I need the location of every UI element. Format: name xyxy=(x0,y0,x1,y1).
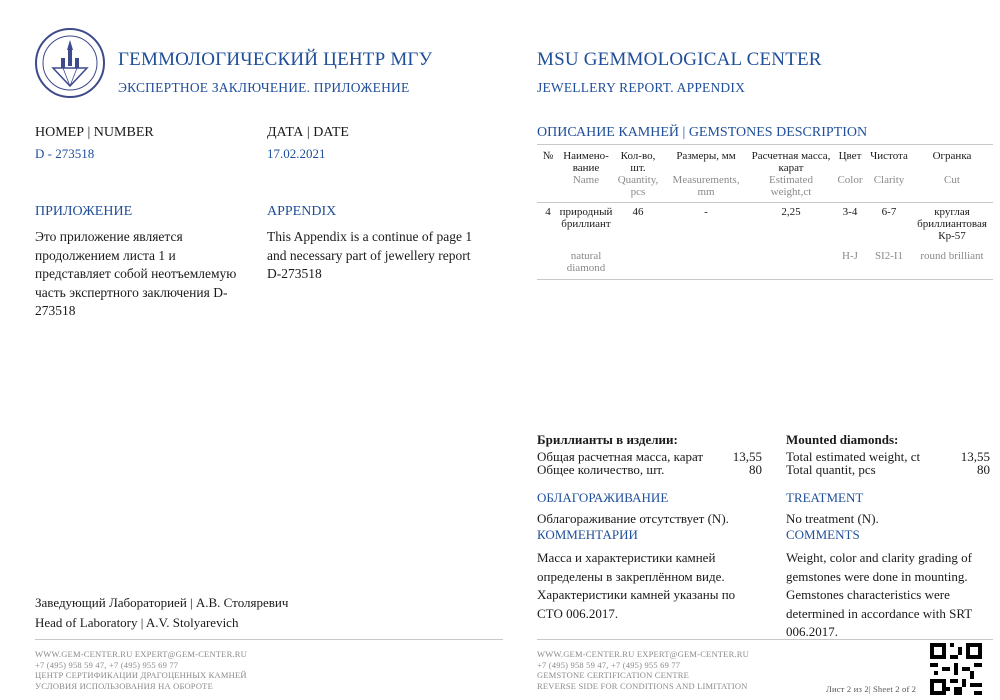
cell-en-weight xyxy=(749,242,833,274)
col-en-cut: Cut xyxy=(944,174,960,186)
comments-en-text: Weight, color and clarity grading of gemstones were done in mounting. Gemstones characteristics were determined in accordance with SRT 006.2017. xyxy=(786,550,972,639)
gemstones-header-row-ru xyxy=(537,150,993,174)
footer-divider-left xyxy=(35,639,503,640)
footer-divider-right xyxy=(537,639,993,640)
treatment-en-text: No treatment (N). xyxy=(786,511,879,526)
col-en-weight: Estimated weight,ct xyxy=(769,174,813,198)
summary-ru-qty-label: Общее количество, шт. xyxy=(537,462,665,477)
col-en-size: Measurements, mm xyxy=(672,174,740,198)
number-label: НОМЕР | NUMBER xyxy=(35,125,154,140)
footer-right-web: WWW.GEM-CENTER.RU EXPERT@GEM-CENTER.RU xyxy=(537,649,749,659)
msu-logo-icon xyxy=(35,28,105,98)
appendix-ru-text: Это приложение является продолжением листа 1 и представляет собой неотъемлемую часть экспертного заключения D-273518 xyxy=(35,229,237,318)
comments-en-heading: COMMENTS xyxy=(786,527,860,542)
date-label: ДАТА | DATE xyxy=(267,125,349,140)
table-row xyxy=(537,242,993,274)
number-value: D - 273518 xyxy=(35,146,95,161)
footer-left-web: WWW.GEM-CENTER.RU EXPERT@GEM-CENTER.RU xyxy=(35,649,247,659)
cell-en-size xyxy=(663,242,749,274)
col-en-name: Name xyxy=(572,174,600,186)
treatment-ru-text: Облагораживание отсутствует (N). xyxy=(537,511,729,526)
comments-ru-text: Масса и характеристики камней определены в закреплённом виде. Характеристики камней указаны по СТО 006.2017. xyxy=(537,550,736,621)
col-ru-clarity: Чистота xyxy=(870,150,908,162)
footer-right xyxy=(537,649,749,691)
appendix-ru-heading: ПРИЛОЖЕНИЕ xyxy=(35,204,133,219)
treatment-ru-heading: ОБЛАГОРАЖИВАНИЕ xyxy=(537,490,669,505)
col-ru-cut: Огранка xyxy=(932,150,972,162)
col-ru-color: Цвет xyxy=(838,150,862,162)
cell-name: природный бриллиант xyxy=(559,206,613,230)
cell-en-clarity: SI2-I1 xyxy=(874,250,904,262)
summary-en-qty-label: Total quantit, pcs xyxy=(786,462,876,477)
footer-right-center: GEMSTONE CERTIFICATION CENTRE xyxy=(537,670,689,680)
footer-right-phone: +7 (495) 958 59 47, +7 (495) 955 69 77 xyxy=(537,659,681,670)
footer-left-conditions: УСЛОВИЯ ИСПОЛЬЗОВАНИЯ НА ОБОРОТЕ xyxy=(35,680,213,691)
summary-en-heading: Mounted diamonds: xyxy=(786,432,899,447)
cell-en-color: H-J xyxy=(842,250,858,262)
footer-right-conditions: REVERSE SIDE FOR CONDITIONS AND LIMITATION xyxy=(537,680,748,691)
cell-en-name: natural diamond xyxy=(566,250,606,274)
appendix-en-text: This Appendix is a continue of page 1 and necessary part of jewellery report D-273518 xyxy=(267,229,473,281)
summary-ru-weight-label: Общая расчетная масса, карат xyxy=(537,449,704,464)
footer-left-center: ЦЕНТР СЕРТИФИКАЦИИ ДРАГОЦЕННЫХ КАМНЕЙ xyxy=(35,670,247,680)
col-ru-weight: Расчетная масса, карат xyxy=(751,150,831,174)
appendix-en-heading: APPENDIX xyxy=(267,204,337,219)
summary-en-weight-label: Total estimated weight, ct xyxy=(786,449,921,464)
ru-subtitle: ЭКСПЕРТНОЕ ЗАКЛЮЧЕНИЕ. ПРИЛОЖЕНИЕ xyxy=(118,80,410,95)
cell-en-cut: round brilliant xyxy=(920,250,984,262)
gemstones-bottom-divider xyxy=(537,279,993,280)
cell-qty: 46 xyxy=(632,206,644,218)
col-ru-name: Наимено-вание xyxy=(563,150,609,174)
signature-ru: Заведующий Лабораторией | А.В. Столяревич xyxy=(35,595,289,610)
gemstones-heading: ОПИСАНИЕ КАМНЕЙ | GEMSTONES DESCRIPTION xyxy=(537,125,868,140)
summary-en-qty-value: 80 xyxy=(977,462,990,477)
col-en-clarity: Clarity xyxy=(873,174,905,186)
qr-code-icon xyxy=(930,643,982,695)
col-en-color: Color xyxy=(837,174,863,186)
col-en-no xyxy=(537,174,559,198)
col-ru-qty: Кол-во, шт. xyxy=(620,150,656,174)
col-ru-size: Размеры, мм xyxy=(676,150,736,162)
page-number: Лист 2 из 2| Sheet 2 of 2 xyxy=(826,684,917,694)
date-value: 17.02.2021 xyxy=(267,146,326,161)
cell-cut: круглая бриллиантовая Кр-57 xyxy=(917,206,987,242)
gemstones-heading-divider xyxy=(537,144,993,145)
cell-weight: 2,25 xyxy=(781,206,801,218)
comments-ru-heading: КОММЕНТАРИИ xyxy=(537,527,638,542)
col-ru-no: № xyxy=(542,150,554,162)
footer-left xyxy=(35,649,247,691)
summary-en-weight-value: 13,55 xyxy=(960,449,990,464)
cell-en-no xyxy=(537,242,559,274)
en-subtitle: JEWELLERY REPORT. APPENDIX xyxy=(537,80,746,95)
summary-ru-weight-value: 13,55 xyxy=(732,449,762,464)
cell-en-qty xyxy=(613,242,663,274)
en-title: MSU GEMMOLOGICAL CENTER xyxy=(537,49,822,70)
gemstones-table xyxy=(537,150,993,280)
cell-color: 3-4 xyxy=(842,206,858,218)
cell-no: 4 xyxy=(545,206,551,218)
ru-title: ГЕММОЛОГИЧЕСКИЙ ЦЕНТР МГУ xyxy=(118,49,433,70)
gemstones-bottom-divider-row xyxy=(537,274,993,280)
summary-ru-heading: Бриллианты в изделии: xyxy=(537,432,678,447)
col-en-qty: Quantity, pcs xyxy=(617,174,659,198)
footer-left-phone: +7 (495) 958 59 47, +7 (495) 955 69 77 xyxy=(35,659,179,670)
table-row xyxy=(537,203,993,242)
gemstones-header-row-en xyxy=(537,174,993,198)
signature-en: Head of Laboratory | A.V. Stolyarevich xyxy=(35,615,239,630)
cell-clarity: 6-7 xyxy=(881,206,897,218)
summary-ru-qty-value: 80 xyxy=(749,462,762,477)
cell-size: - xyxy=(704,206,708,218)
treatment-en-heading: TREATMENT xyxy=(786,490,864,505)
